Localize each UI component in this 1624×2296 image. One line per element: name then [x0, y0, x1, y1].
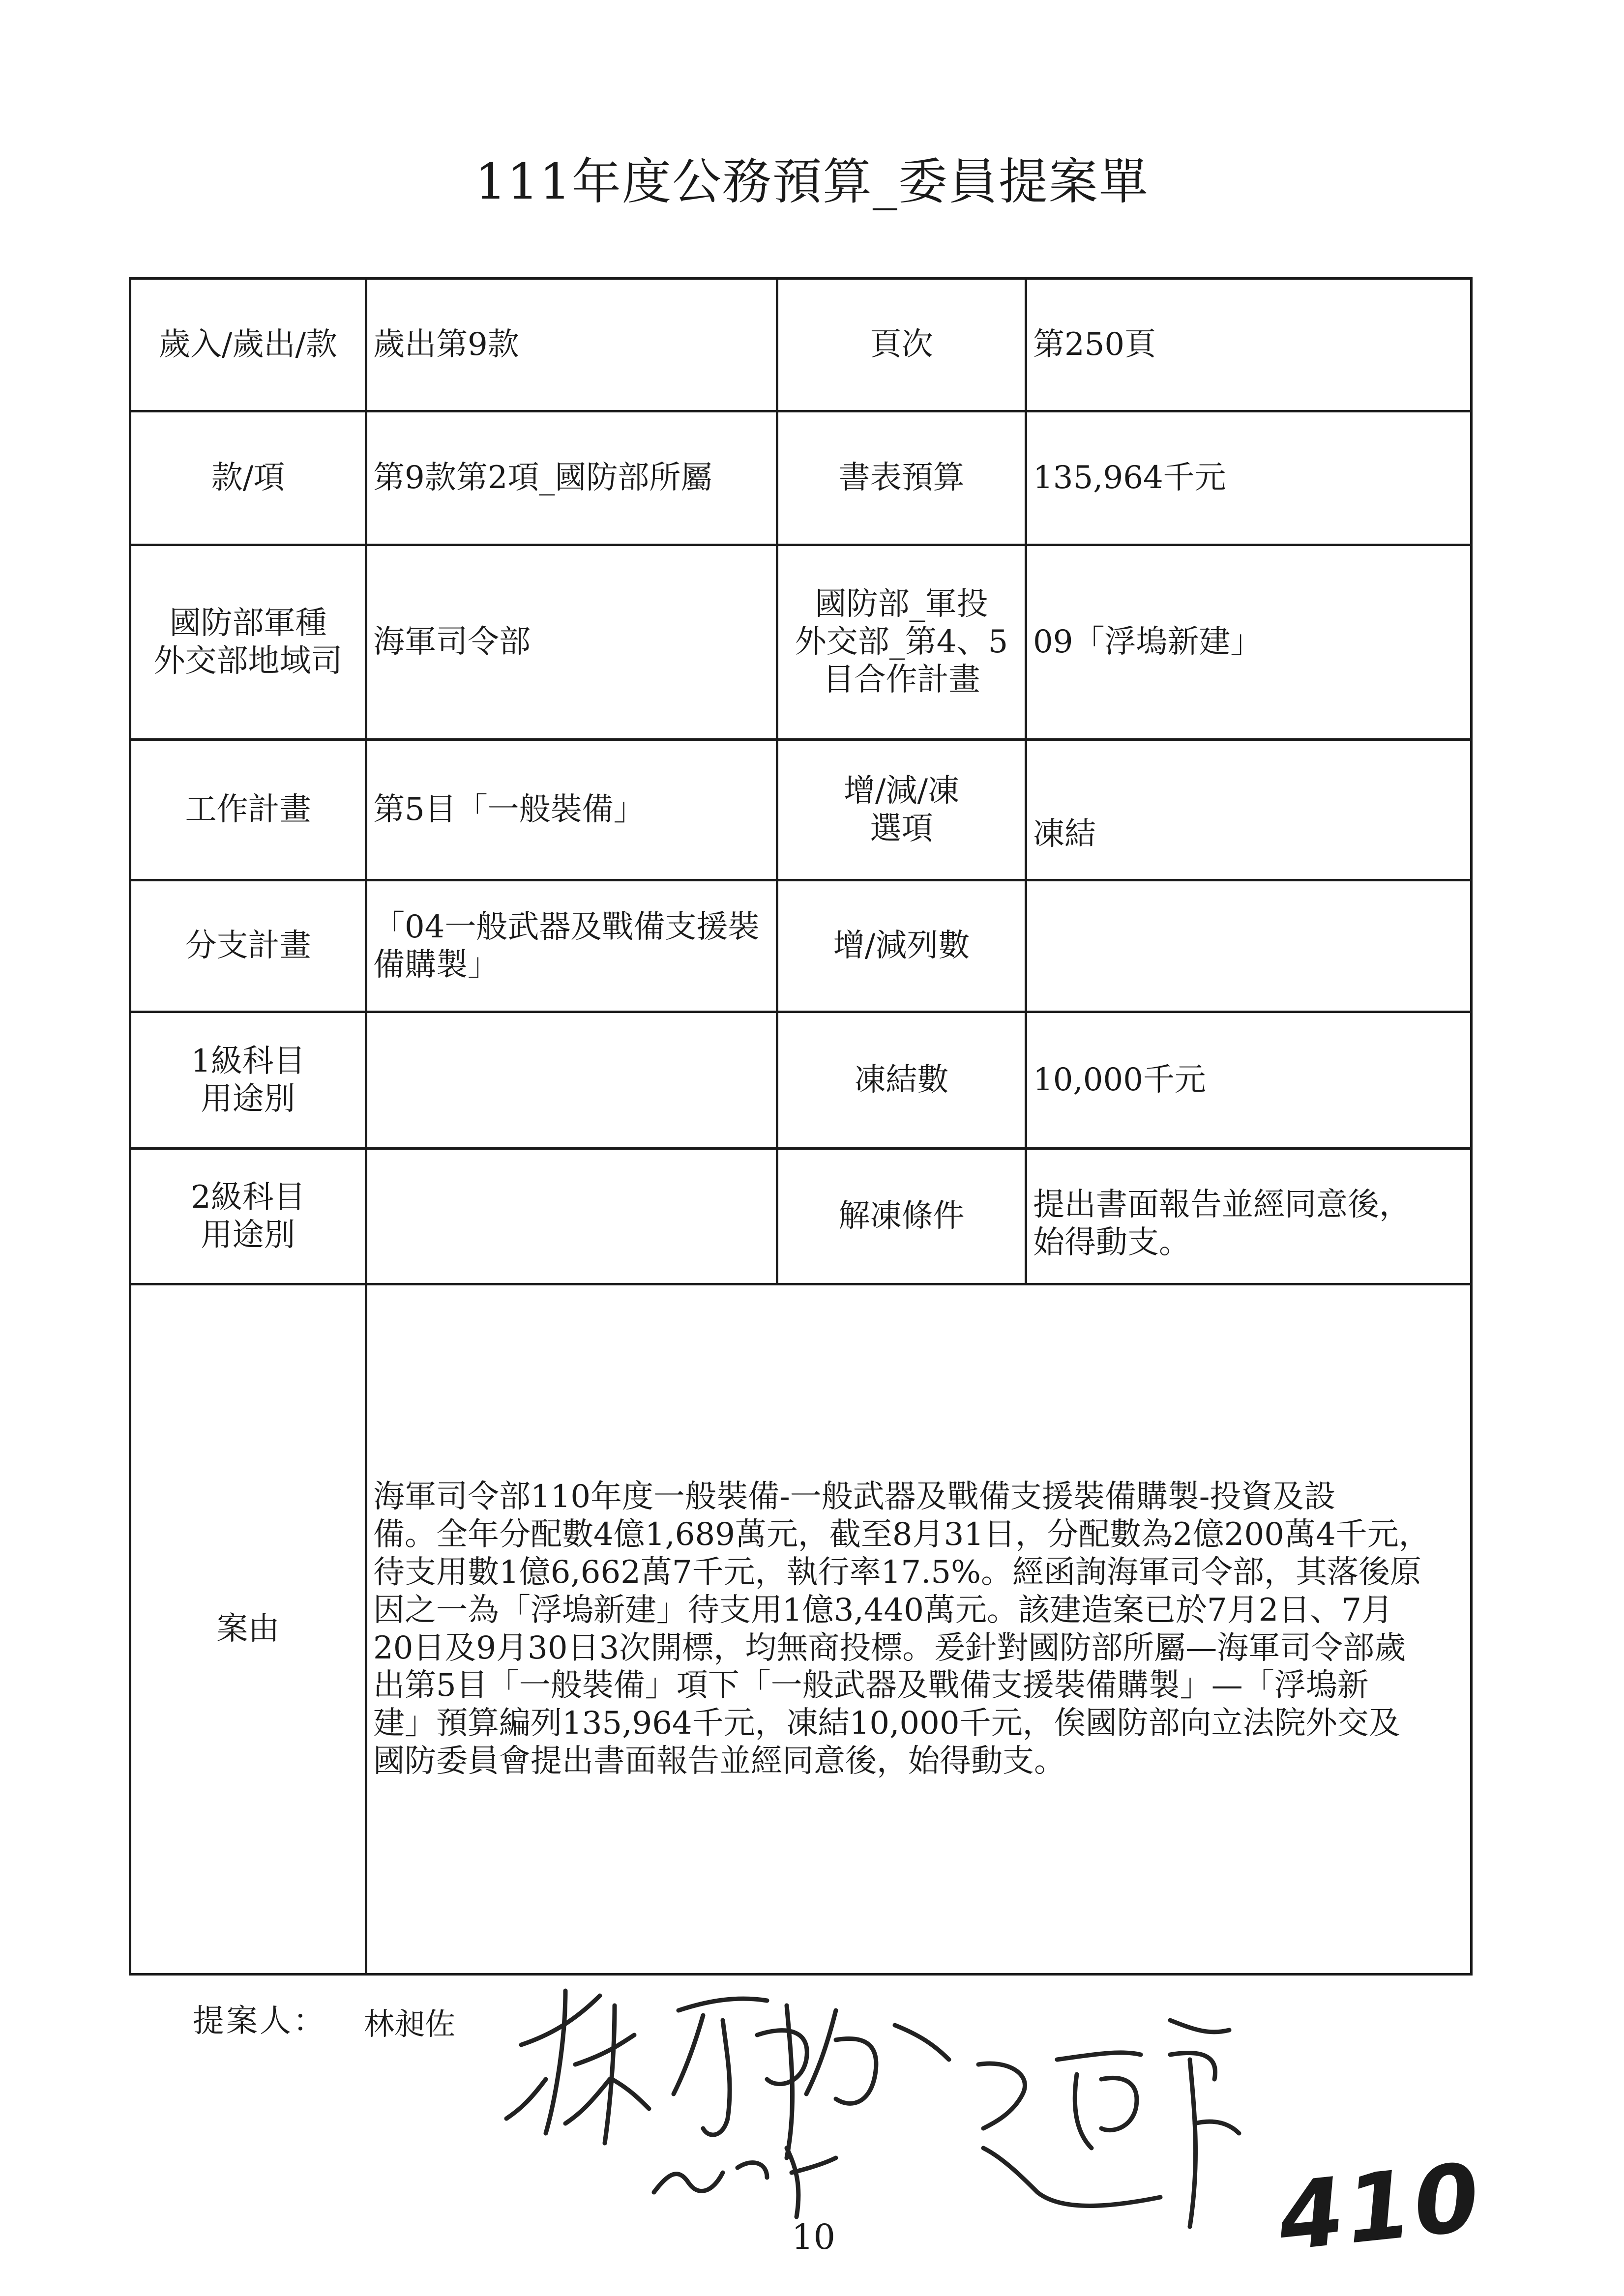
label-level2-subject	[130, 1149, 366, 1284]
form-row-level1-subject	[130, 1012, 1472, 1149]
label-page: 頁次	[777, 279, 1026, 411]
form-row-branch-plan	[130, 880, 1472, 1012]
handwritten-number: 410	[1273, 2142, 1488, 2272]
value-unfreeze-condition-line1: 提出書面報告並經同意後，	[1033, 1186, 1411, 1223]
value-item: 第9款第2項_國防部所屬	[366, 411, 777, 545]
form-row-level2-subject	[130, 1149, 1472, 1284]
reason-line: 20日及9月30日3次開標，均無商投標。爰針對國防部所屬—海軍司令部歲	[373, 1629, 1406, 1666]
label-level2-subject-line1: 2級科目	[191, 1179, 305, 1216]
reason-line: 待支用數1億6,662萬7千元，執行率17.5%。經函詢海軍司令部，其落後原	[373, 1554, 1421, 1591]
reason-line: 建」預算編列135,964千元，凍結10,000千元，俟國防部向立法院外交及	[373, 1705, 1400, 1742]
label-adjust-option	[777, 740, 1026, 880]
form-row-account	[130, 279, 1472, 411]
form-row-work-plan	[130, 740, 1472, 880]
handwritten-signature	[492, 1961, 983, 2237]
reason-line: 國防委員會提出書面報告並經同意後，始得動支。	[373, 1743, 1065, 1779]
label-plan	[777, 545, 1026, 740]
reason-line: 因之一為「浮塢新建」待支用1億3,440萬元。該建造案已於7月2日、7月	[373, 1592, 1393, 1628]
label-agency-line1: 國防部軍種	[169, 605, 327, 641]
label-freeze-amount: 凍結數	[777, 1012, 1026, 1149]
label-adjust-amount: 增/減列數	[777, 880, 1026, 1012]
label-level2-subject-line2: 用途別	[201, 1217, 295, 1253]
value-unfreeze-condition-line2: 始得動支。	[1033, 1224, 1190, 1261]
label-statement-budget: 書表預算	[777, 411, 1026, 545]
proposal-form-table	[129, 277, 1473, 1976]
handwritten-signature	[964, 2001, 1269, 2256]
label-plan-line1: 國防部_軍投	[815, 586, 988, 623]
label-reason: 案由	[130, 1284, 366, 1975]
page-title: 111年度公務預算_委員提案單	[475, 153, 1149, 210]
value-branch-plan-line2: 備購製」	[373, 946, 499, 983]
value-level2-subject	[366, 1149, 777, 1284]
label-adjust-option-line1: 增/減/凍	[843, 772, 960, 809]
value-level1-subject	[366, 1012, 777, 1149]
value-adjust-amount	[1026, 880, 1472, 1012]
value-branch-plan	[366, 880, 777, 1012]
proposer-name: 林昶佐	[364, 2006, 456, 2042]
label-adjust-option-line2: 選項	[870, 810, 933, 847]
label-account-type: 歲入/歲出/款	[130, 279, 366, 411]
label-item: 款/項	[130, 411, 366, 545]
value-freeze-amount: 10,000千元	[1026, 1012, 1472, 1149]
label-plan-line3: 目合作計畫	[823, 661, 980, 698]
form-row-item	[130, 411, 1472, 545]
value-agency: 海軍司令部	[366, 545, 777, 740]
value-account-type: 歲出第9款	[366, 279, 777, 411]
label-level1-subject-line1: 1級科目	[191, 1043, 305, 1079]
value-page: 第250頁	[1026, 279, 1472, 411]
reason-line: 備。全年分配數4億1,689萬元，截至8月31日，分配數為2億200萬4千元，	[373, 1516, 1430, 1553]
form-row-agency	[130, 545, 1472, 740]
value-work-plan: 第5目「一般裝備」	[366, 740, 777, 880]
value-adjust-option: 凍結	[1026, 740, 1472, 880]
value-unfreeze-condition	[1026, 1149, 1472, 1284]
reason-line: 海軍司令部110年度一般裝備-一般武器及戰備支援裝備購製-投資及設	[373, 1479, 1336, 1515]
value-statement-budget: 135,964千元	[1026, 411, 1472, 545]
form-row-reason	[130, 1284, 1472, 1975]
reason-text	[366, 1284, 1472, 1975]
label-level1-subject	[130, 1012, 366, 1149]
value-plan: 09「浮塢新建」	[1026, 545, 1472, 740]
label-level1-subject-line2: 用途別	[201, 1080, 295, 1117]
label-branch-plan: 分支計畫	[130, 880, 366, 1012]
page-number: 10	[792, 2217, 836, 2257]
label-unfreeze-condition: 解凍條件	[777, 1149, 1026, 1284]
label-agency-line2: 外交部地域司	[153, 642, 343, 679]
proposer-label: 提案人：	[193, 2003, 326, 2039]
label-work-plan: 工作計畫	[130, 740, 366, 880]
label-agency	[130, 545, 366, 740]
label-plan-line2: 外交部_第4、5	[795, 624, 1008, 661]
reason-line: 出第5目「一般裝備」項下「一般武器及戰備支援裝備購製」—「浮塢新	[373, 1667, 1369, 1704]
value-branch-plan-line1: 「04一般武器及戰備支援裝	[373, 908, 760, 945]
